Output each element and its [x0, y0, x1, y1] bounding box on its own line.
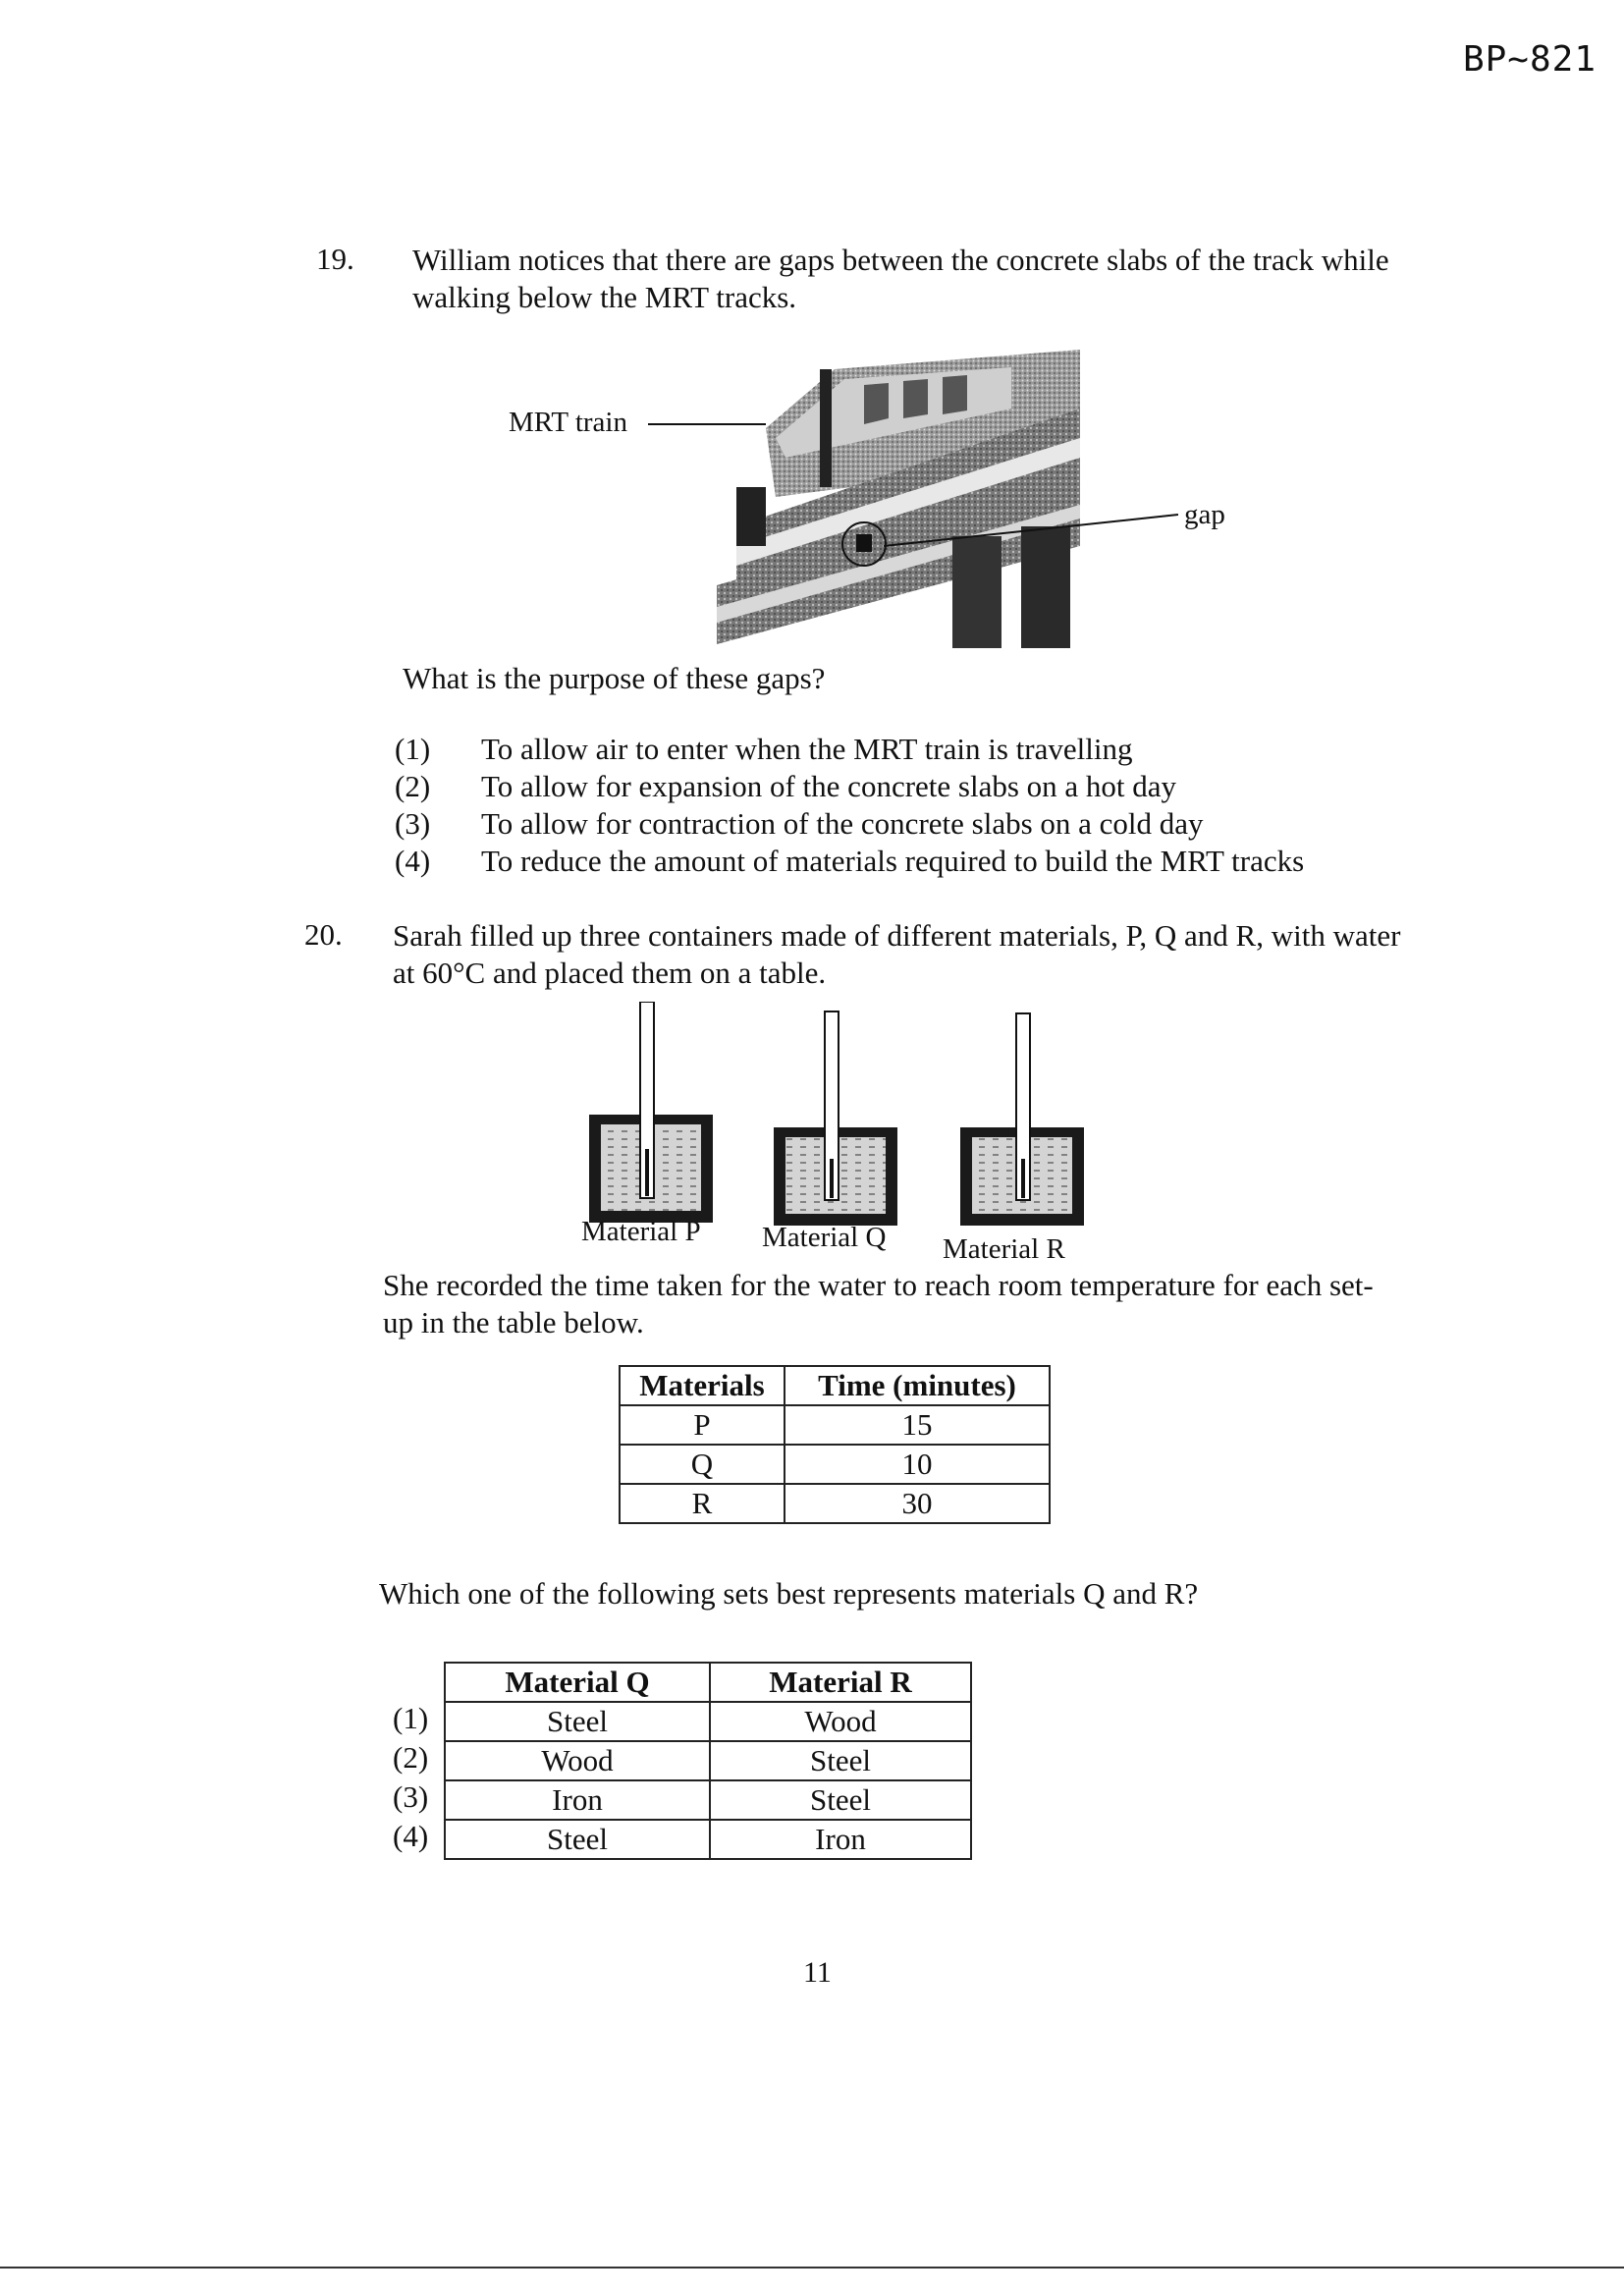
table-row[interactable]	[445, 1741, 971, 1780]
label-mrt-train: MRT train	[509, 407, 627, 438]
question-19-options	[395, 731, 1304, 880]
table-cell: Iron	[445, 1780, 710, 1820]
answer-option-numbers	[393, 1699, 428, 1856]
option-text: To allow air to enter when the MRT train is travelling	[481, 732, 1133, 766]
table-cell: Wood	[710, 1702, 971, 1741]
table-cell: Iron	[710, 1820, 971, 1859]
question-19-text: William notices that there are gaps between the concrete slabs of the track while walking below the MRT tracks.	[412, 243, 1389, 314]
label-material-q: Material Q	[762, 1222, 887, 1253]
question-20-number: 20.	[304, 917, 343, 952]
table-cell: Q	[620, 1445, 785, 1484]
container-r	[960, 1013, 1084, 1226]
option-number: (3)	[395, 806, 431, 841]
table-header-row	[620, 1366, 1050, 1405]
document-code: BP~821	[1462, 39, 1597, 80]
option-4[interactable]	[395, 843, 1304, 880]
option-1[interactable]	[395, 731, 1304, 768]
question-20-prompt: Which one of the following sets best represents materials Q and R?	[379, 1576, 1199, 1611]
option-number: (4)	[395, 844, 431, 878]
footer-divider	[0, 2267, 1624, 2269]
table-header: Materials	[620, 1366, 785, 1405]
table-row[interactable]	[445, 1780, 971, 1820]
table-cell: P	[620, 1405, 785, 1445]
table-cell: 10	[785, 1445, 1050, 1484]
option-2[interactable]	[395, 768, 1304, 805]
table-header: Time (minutes)	[785, 1366, 1050, 1405]
table-row[interactable]	[445, 1702, 971, 1741]
table-row	[620, 1445, 1050, 1484]
table-cell: Steel	[710, 1780, 971, 1820]
table-row	[620, 1484, 1050, 1523]
table-cell: Wood	[445, 1741, 710, 1780]
answer-num-4[interactable]: (4)	[393, 1819, 429, 1853]
containers-diagram	[579, 1002, 1110, 1237]
question-19-number: 19.	[316, 242, 354, 276]
answer-num-1[interactable]: (1)	[393, 1701, 429, 1735]
leader-line-gap	[884, 505, 1178, 564]
table-cell: Steel	[445, 1702, 710, 1741]
table-cell: Steel	[710, 1741, 971, 1780]
table-cell: R	[620, 1484, 785, 1523]
label-gap: gap	[1184, 499, 1225, 530]
question-20-text: Sarah filled up three containers made of different materials, P, Q and R, with water at 60°C and placed them on a table.	[393, 918, 1401, 990]
table-row	[620, 1405, 1050, 1445]
table-header: Material Q	[445, 1663, 710, 1702]
container-p	[589, 1002, 713, 1223]
table-cell: 30	[785, 1484, 1050, 1523]
time-table	[619, 1365, 1051, 1524]
answer-num-3[interactable]: (3)	[393, 1779, 429, 1814]
question-19-prompt: What is the purpose of these gaps?	[403, 661, 826, 695]
page-number: 11	[803, 1956, 832, 1989]
table-cell: Steel	[445, 1820, 710, 1859]
container-q	[774, 1011, 897, 1226]
option-3[interactable]	[395, 805, 1304, 843]
label-material-p: Material P	[581, 1216, 701, 1247]
mrt-track-photo	[717, 350, 1080, 648]
answer-num-2[interactable]: (2)	[393, 1740, 429, 1775]
option-number: (2)	[395, 769, 431, 803]
question-20-text2: She recorded the time taken for the water to reach room temperature for each set-up in the table below.	[383, 1268, 1374, 1339]
option-number: (1)	[395, 732, 431, 766]
option-text: To allow for contraction of the concrete slabs on a cold day	[481, 806, 1204, 841]
table-header: Material R	[710, 1663, 971, 1702]
option-text: To reduce the amount of materials required to build the MRT tracks	[481, 844, 1305, 878]
table-cell: 15	[785, 1405, 1050, 1445]
answer-table	[444, 1662, 972, 1860]
option-text: To allow for expansion of the concrete slabs on a hot day	[481, 769, 1177, 803]
table-header-row	[445, 1663, 971, 1702]
table-row[interactable]	[445, 1820, 971, 1859]
leader-line-train	[648, 412, 766, 432]
label-material-r: Material R	[943, 1233, 1065, 1265]
